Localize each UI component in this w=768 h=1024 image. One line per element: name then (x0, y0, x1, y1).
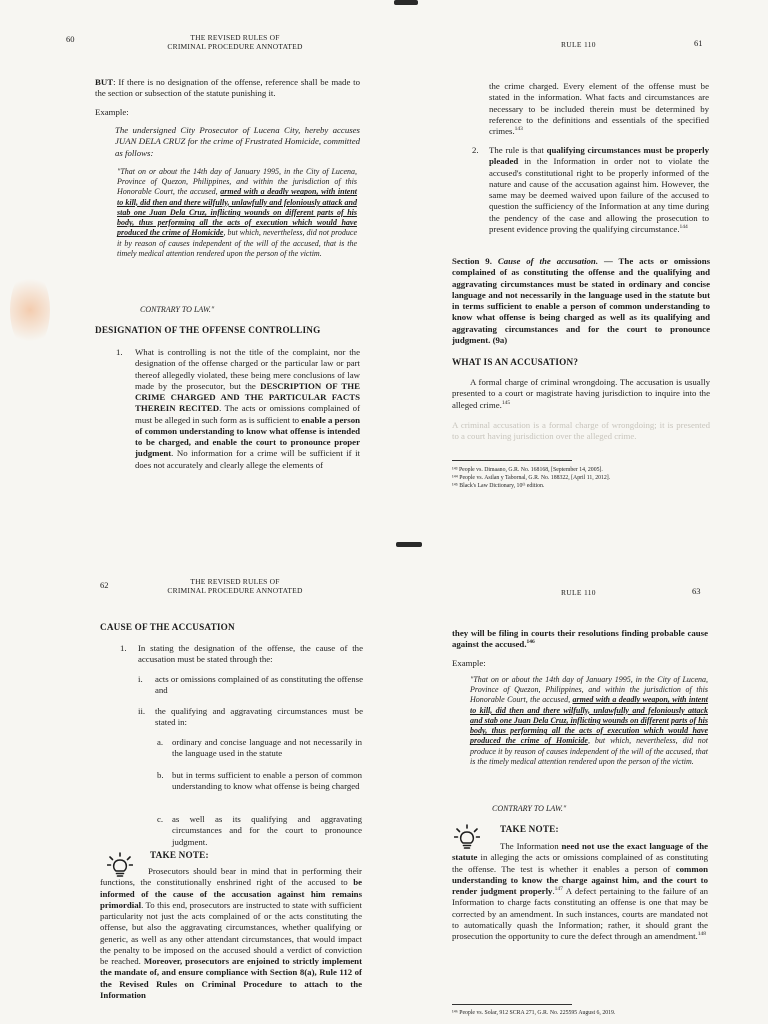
example-label: Example: (95, 107, 129, 117)
item-1-text (135, 347, 360, 471)
example-quote (117, 167, 357, 259)
item-1-b: DESCRIPTION OF THE CRIME CHARGED AND THE PARTICULAR FACTS THEREIN RECITED (135, 380, 361, 414)
running-header (140, 34, 330, 51)
alpha-b: b. (157, 770, 164, 780)
take-note-text (452, 841, 708, 942)
header-line-2: CRIMINAL PROCEDURE ANNOTATED (167, 41, 303, 51)
continued-body: they will be filing in courts their resolutions finding probable cause against the accused. (452, 628, 708, 650)
item-number: 1. (116, 347, 123, 357)
rule-label: RULE 110 (561, 40, 596, 49)
take-note-label: TAKE NOTE: (150, 850, 209, 860)
continued-text (489, 81, 709, 137)
footnote-143: ¹⁴³ People vs. Dimaano, G.R. No. 168168, [September 14, 2005]. (452, 467, 603, 473)
item-2-c: in the Information in order not to violate the accused's constitutional right to be properly informed of the nature and cause of the accusation against him. However, the same may be deemed waived upon failure of the accused to question the sufficiency of the Information at any time during the pendency of the case and allowing the prosecution to present evidence proving the qualifying circumstance. (489, 156, 709, 234)
rule-label: RULE 110 (561, 588, 596, 597)
footnote-145: ¹⁴⁵ Black's Law Dictionary, 10ᵗʰ edition. (452, 482, 545, 489)
section-9-label: Section 9. (452, 256, 492, 266)
alpha-a: a. (157, 737, 164, 747)
quote-start: "That on or about the 14th day of January 1995, in the City of Lucena, Province of Quezon, Philippines, and within the jurisdiction of this Honorable Court, the accused, (117, 167, 357, 197)
running-header (140, 578, 330, 595)
footnote-ref: 143 (514, 126, 523, 133)
alpha-c: c. (157, 814, 164, 824)
cause-heading: CAUSE OF THE ACCUSATION (100, 622, 235, 632)
item-number: 2. (472, 145, 479, 155)
roman-i: i. (138, 674, 143, 684)
example-label: Example: (452, 658, 486, 668)
quote-start: "That on or about the 14th day of January 1995, in the City of Lucena, Province of Quezon, Philippines, and within the jurisdiction of this Honorable Court, the accused, (470, 675, 708, 705)
binding-mark (394, 0, 418, 5)
page-63 (384, 512, 768, 1024)
page-number: 60 (66, 34, 75, 44)
accusation-paragraph (452, 377, 710, 411)
page-number: 63 (692, 586, 701, 596)
take-note-label: TAKE NOTE: (500, 824, 559, 834)
quote-end: , but which, nevertheless, did not produce it by reason of causes independent of the will of the accused, that is the timely medical attention rendered upon the person of the victim. (117, 228, 358, 258)
note-a: Prosecutors should bear in mind that in performing their functions, the constitutionally enshrined right of the accused to (100, 866, 362, 888)
item-1-d: enable a person of common understanding to know what offense is intended to be charged, and enable the court to pronounce proper judgment (135, 414, 360, 459)
item-1-text: In stating the designation of the offense, the cause of the accusation must be stated through the: (138, 643, 363, 665)
alpha-a-text: ordinary and concise language and not necessarily in the language used in the statute (172, 737, 362, 759)
section-9-text: — The acts or omissions complained of as constituting the offense and the qualifying and aggravating circumstances must be stated in ordinary and concise language and not necessarily in the language used in the statute but in terms sufficient to enable a person of common understanding to know what offense is being charged as well as its qualifying and aggravating circumstances and for the court to pronounce judgment. (9a) (452, 256, 711, 345)
footnote-146: ¹⁴⁶ People vs. Solar, 912 SCRA 271, G.R. No. 225595 August 6, 2019. (452, 1010, 616, 1016)
section-heading: DESIGNATION OF THE OFFENSE CONTROLLING (95, 325, 321, 335)
footnote-ref: 147 (554, 886, 563, 893)
note-e: . (552, 886, 555, 896)
note-d: Moreover, prosecutors are enjoined to strictly implement the mandate of, and ensure compliance with Section 8(a), Rule 112 of the Revised Rules on Criminal Procedure to attach to the Information (100, 956, 363, 1000)
continued-body: the crime charged. Every element of the offense must be stated in the information. What facts and circumstances are necessary to be included therein must be determined by reference to the definitions and essentials of the specified crimes. (489, 81, 709, 136)
section-9 (452, 256, 710, 346)
item-1-a: What is controlling is not the title of the complaint, nor the designation of the offense charged or the particular law or part thereof allegedly violated, these being mere conclusions of law made by the prosecutor, but the (135, 347, 360, 391)
footnote-ref: 145 (501, 399, 511, 406)
page-60 (0, 0, 384, 512)
item-2-b: qualifying circumstances must be properly pleaded (489, 145, 709, 167)
quote-underlined: armed with a deadly weapon, with intent to kill, did then and there wilfully, unlawfully and feloniously attack and stab one Juan Dela Cruz, inflicting wounds on different parts of his body, thus performing all the acts of execution which would have produced the crime of Homicide (470, 695, 709, 746)
quote-underlined: armed with a deadly weapon, with intent to kill, did then and there wilfully, unlawfully and feloniously attack and stab one Juan Dela Cruz, inflicting wounds on different parts of his body, thus performing all the acts of execution which would have produced the crime of Homicide (117, 187, 358, 238)
contrary-to-law: CONTRARY TO LAW." (492, 804, 567, 813)
item-number: 1. (120, 643, 127, 653)
note-a: The Information (500, 841, 559, 851)
note-b: need not use the exact language of the statute (452, 841, 708, 863)
continued-text (452, 628, 708, 651)
header-line-1: THE REVISED RULES OF (190, 33, 280, 42)
footnote-144: ¹⁴⁴ People vs. Asilan y Tabornal, G.R. No. 188322, [April 11, 2012]. (452, 474, 611, 481)
example-intro: The undersigned City Prosecutor of Lucena City, hereby accuses JUAN DELA CRUZ for the crime of Frustrated Homicide, committed as follows: (115, 125, 360, 158)
example-quote (470, 675, 708, 767)
roman-i-text: acts or omissions complained of as constituting the offense and (155, 674, 363, 696)
footnote-ref: 144 (679, 223, 688, 230)
binding-mark (396, 542, 422, 547)
but-text: : If there is no designation of the offense, reference shall be made to the section or subsection of the statute punishing it. (95, 77, 360, 99)
page-number: 62 (100, 580, 109, 590)
page-62 (0, 512, 384, 1024)
quote-end: , but which, nevertheless, did not produce it by reason of causes independent of the will of the accused, that is the timely medical attention rendered upon the person of the victim. (470, 736, 708, 766)
footnotes (452, 467, 712, 490)
footnote-ref: 146 (526, 639, 535, 646)
accusation-heading: WHAT IS AN ACCUSATION? (452, 357, 579, 367)
alpha-c-text: as well as its qualifying and aggravating circumstances and for the court to pronounce judgment. (172, 814, 362, 847)
footnote-ref: 148 (697, 931, 707, 938)
section-9-title: Cause of the accusation. (497, 256, 599, 266)
note-b: be informed of the cause of the accusation against him remains primordial (100, 877, 362, 910)
alpha-b-text: but in terms sufficient to enable a person of common understanding to know what offense is being charged (172, 770, 362, 792)
note-f: A defect pertaining to the failure of an Information to charge facts constituting an offense is one that may be corrected by an amendment. In such instances, courts are mandated not to automatically quash the Information; rather, it should grant the prosecution the opportunity to cure the defect through an amendment. (452, 886, 709, 941)
take-note-text (100, 866, 362, 1001)
footnote-divider (452, 460, 572, 461)
accusation-text: A formal charge of criminal wrongdoing. The accusation is usually presented to a court or magistrate having jurisdiction to inquire into the alleged crime. (452, 377, 710, 410)
page-61 (384, 0, 768, 512)
page-number: 61 (694, 38, 703, 48)
item-2-a: The rule is that (489, 145, 544, 155)
item-2-text (489, 145, 709, 235)
note-d: common understanding to know the charge against him, and the court to render judgment properly (452, 863, 708, 896)
contrary-to-law: CONTRARY TO LAW." (140, 305, 215, 314)
faded-bleedthrough-text: A criminal accusation is a formal charge of wrongdoing; it is presented to a court having jurisdiction over the alleged crime. (452, 420, 710, 442)
roman-ii: ii. (138, 706, 146, 716)
page-stain (10, 270, 50, 350)
note-c: in alleging the acts or omissions complained of as constituting the offense. The test is whether it enables a person of (452, 852, 708, 874)
but-label: BUT (95, 77, 114, 87)
item-1-e: . No information for a crime will be sufficient if it does not accurately and clearly allege the elements of (135, 448, 360, 470)
item-1-c: . The acts or omissions complained of must be alleged in such form as is sufficient to (135, 403, 361, 425)
but-paragraph (95, 77, 360, 100)
header-line-1: THE REVISED RULES OF (190, 577, 280, 586)
note-c: . To this end, prosecutors are instructed to state with sufficient particularity not just the acts complained of or the acts constituting the offense, but also the aggravating circumstances, whether qualifying or generic, as well as any other attendant circumstances, that would impact the penalty to be imposed on the accused should a verdict of conviction be reached. (100, 899, 362, 966)
footnote-divider (452, 1004, 572, 1005)
header-line-2: CRIMINAL PROCEDURE ANNOTATED (167, 585, 303, 595)
roman-ii-text: the qualifying and aggravating circumstances must be stated in: (155, 706, 363, 728)
